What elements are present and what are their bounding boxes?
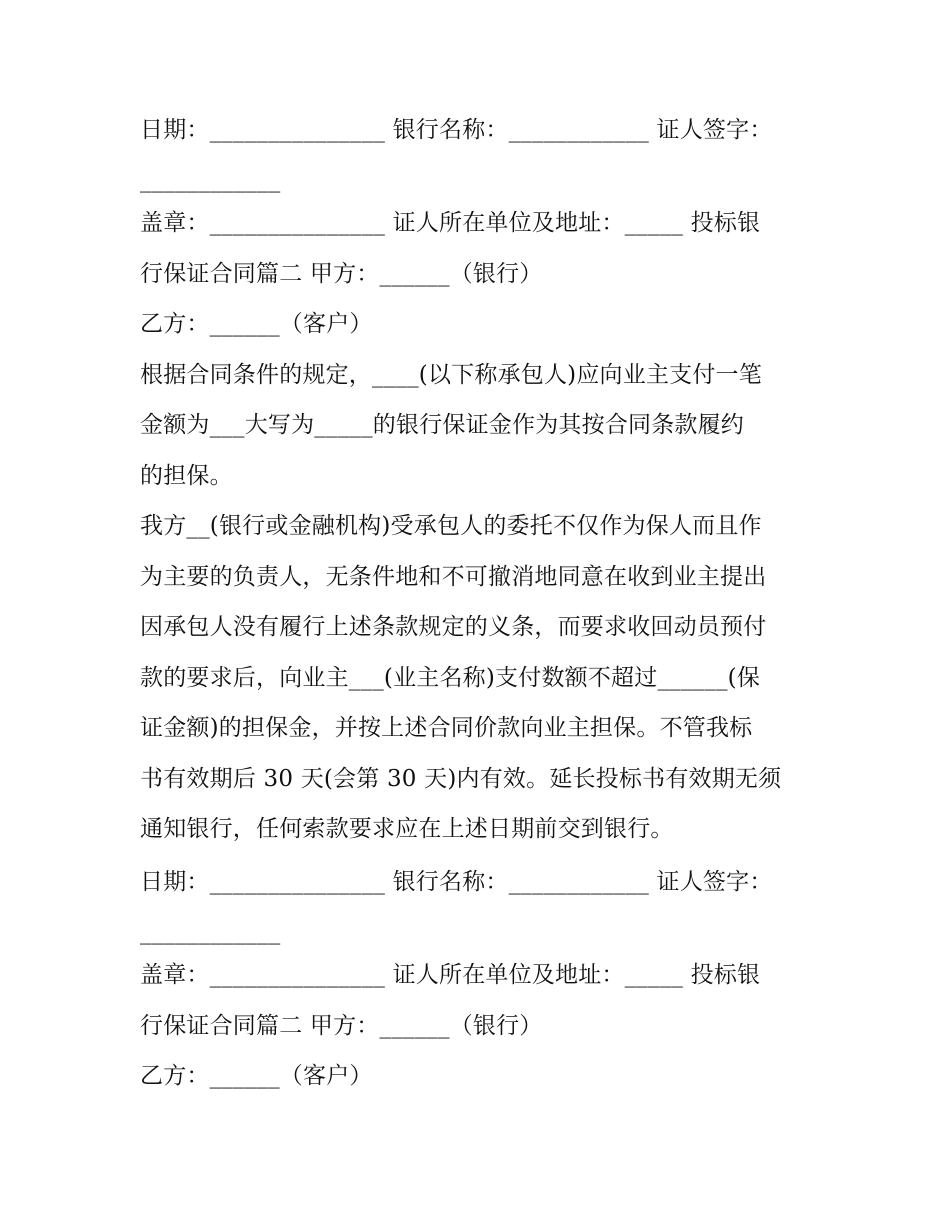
- paragraph-line: 因承包人没有履行上述条款规定的义条，而要求收回动员预付: [140, 614, 767, 640]
- party-a-line: 行保证合同篇二 甲方：______（银行）: [140, 261, 543, 287]
- party-a-line: 行保证合同篇二 甲方：______（银行）: [140, 1013, 543, 1039]
- paragraph-line: 款的要求后，向业主___(业主名称)支付数额不超过______(保: [140, 665, 761, 691]
- party-b-line: 乙方：______（客户）: [140, 1063, 373, 1089]
- signature-line-date-bank-witness: 日期：_______________ 银行名称：____________ 证人签字：: [140, 117, 773, 143]
- seal-line: 盖章：_______________ 证人所在单位及地址：_____ 投标银: [140, 210, 761, 236]
- paragraph-line: 我方__(银行或金融机构)受承包人的委托不仅作为保人而且作: [140, 513, 762, 539]
- paragraph-line: 的担保。: [140, 463, 233, 489]
- signature-line-date-bank-witness: 日期：_______________ 银行名称：____________ 证人签字：: [140, 869, 773, 895]
- paragraph-line: 书有效期后 30 天(会第 30 天)内有效。延长投标书有效期无须: [140, 766, 782, 792]
- paragraph-line: 证金额)的担保金，并按上述合同价款向业主担保。不管我标: [140, 715, 753, 741]
- party-b-line: 乙方：______（客户）: [140, 311, 373, 337]
- paragraph-line: 根据合同条件的规定，____(以下称承包人)应向业主支付一笔: [140, 362, 762, 388]
- paragraph-line: 为主要的负责人，无条件地和不可撤消地同意在收到业主提出: [140, 564, 767, 590]
- seal-line: 盖章：_______________ 证人所在单位及地址：_____ 投标银: [140, 962, 761, 988]
- signature-line-continuation: ____________: [140, 919, 281, 945]
- paragraph-line: 金额为___大写为_____的银行保证金作为其按合同条款履约: [140, 412, 744, 438]
- paragraph-line: 通知银行，任何索款要求应在上述日期前交到银行。: [140, 816, 674, 842]
- signature-line-continuation: ____________: [140, 167, 281, 193]
